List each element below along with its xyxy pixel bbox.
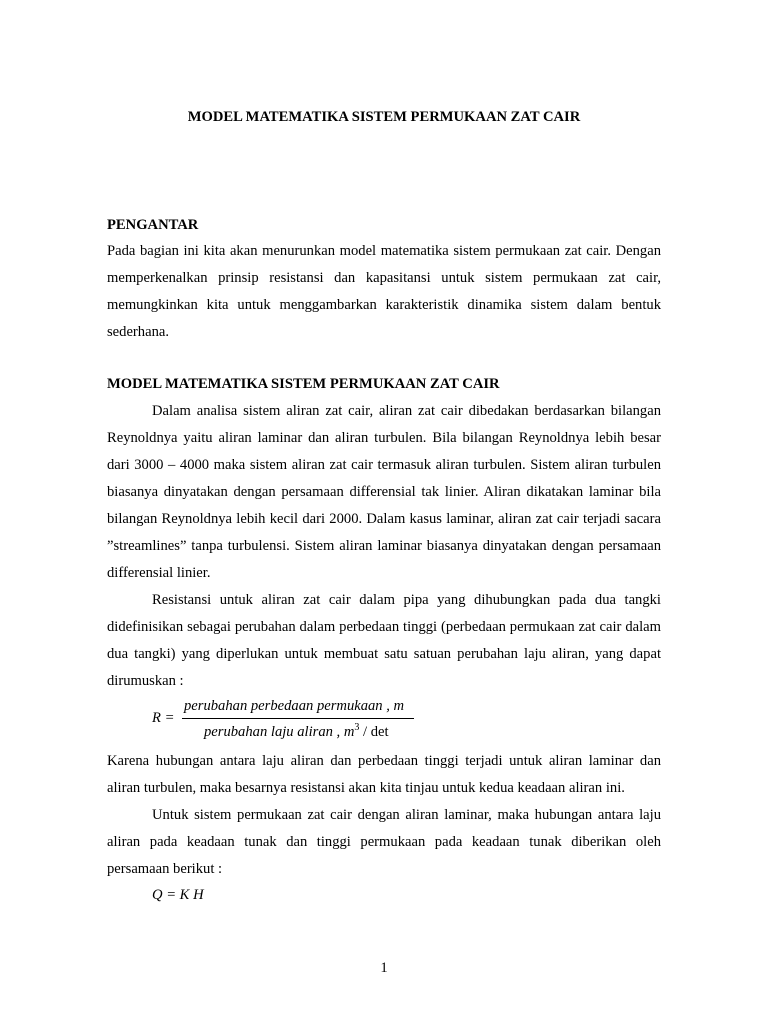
formula-lhs: R = <box>152 710 175 726</box>
formula-resistance <box>152 698 405 740</box>
section-heading-model: MODEL MATEMATIKA SISTEM PERMUKAAN ZAT CAIR <box>107 376 500 392</box>
fraction-bar <box>182 718 414 719</box>
formula-numerator: perubahan perbedaan permukaan , m <box>184 698 405 714</box>
paragraph-reynolds: Dalam analisa sistem aliran zat cair, aliran zat cair dibedakan berdasarkan bilangan Reynoldnya yaitu aliran laminar dan aliran turbulen. Bila bilangan Reynoldnya lebih besar dari 3000 – 4000 maka sistem aliran zat cair termasuk aliran turbulen. Sistem aliran turbulen biasanya dinyatakan dengan persamaan differensial tak linier. Aliran dikatakan laminar bila bilangan Reynoldnya lebih kecil dari 2000. Dalam kasus laminar, aliran zat cair terjadi sacara ”streamlines” tanpa turbulensi. Sistem aliran laminar biasanya dinyatakan dengan persamaan differensial linier. <box>107 403 661 581</box>
formula-denominator <box>204 724 389 741</box>
paragraph-hubungan: Karena hubungan antara laju aliran dan perbedaan tinggi terjadi untuk aliran laminar dan aliran turbulen, maka besarnya resistansi akan kita tinjau untuk kedua keadaan aliran ini. <box>107 753 661 796</box>
section-body-model <box>107 398 661 695</box>
formula-denominator-unit: / det <box>359 724 389 740</box>
section-body-pengantar <box>107 238 661 346</box>
document-title: MODEL MATEMATIKA SISTEM PERMUKAAN ZAT CAIR <box>187 109 581 125</box>
section-body-model-cont <box>107 748 661 883</box>
formula-denominator-main: perubahan laju aliran , m <box>204 724 355 740</box>
section-heading-pengantar: PENGANTAR <box>107 217 199 233</box>
formula-flow: Q = K H <box>152 887 204 903</box>
paragraph: Pada bagian ini kita akan menurunkan model matematika sistem permukaan zat cair. Dengan memperkenalkan prinsip resistansi dan kapasitansi untuk sistem permukaan zat cair, memungkinkan kita untuk menggambarkan karakteristik dinamika sistem dalam bentuk sederhana. <box>107 243 661 340</box>
paragraph-laminar: Untuk sistem permukaan zat cair dengan aliran laminar, maka hubungan antara laju aliran pada keadaan tunak dan tinggi permukaan pada keadaan tunak diberikan oleh persamaan berikut : <box>107 807 661 877</box>
page-number: 1 <box>380 960 388 976</box>
formula-denominator-exponent: 3 <box>354 722 360 733</box>
paragraph-resistansi: Resistansi untuk aliran zat cair dalam pipa yang dihubungkan pada dua tangki didefinisikan sebagai perubahan dalam perbedaan tinggi (perbedaan permukaan zat cair dalam dua tangki) yang diperlukan untuk membuat satu satuan perubahan laju aliran, yang dapat dirumuskan : <box>107 592 661 689</box>
